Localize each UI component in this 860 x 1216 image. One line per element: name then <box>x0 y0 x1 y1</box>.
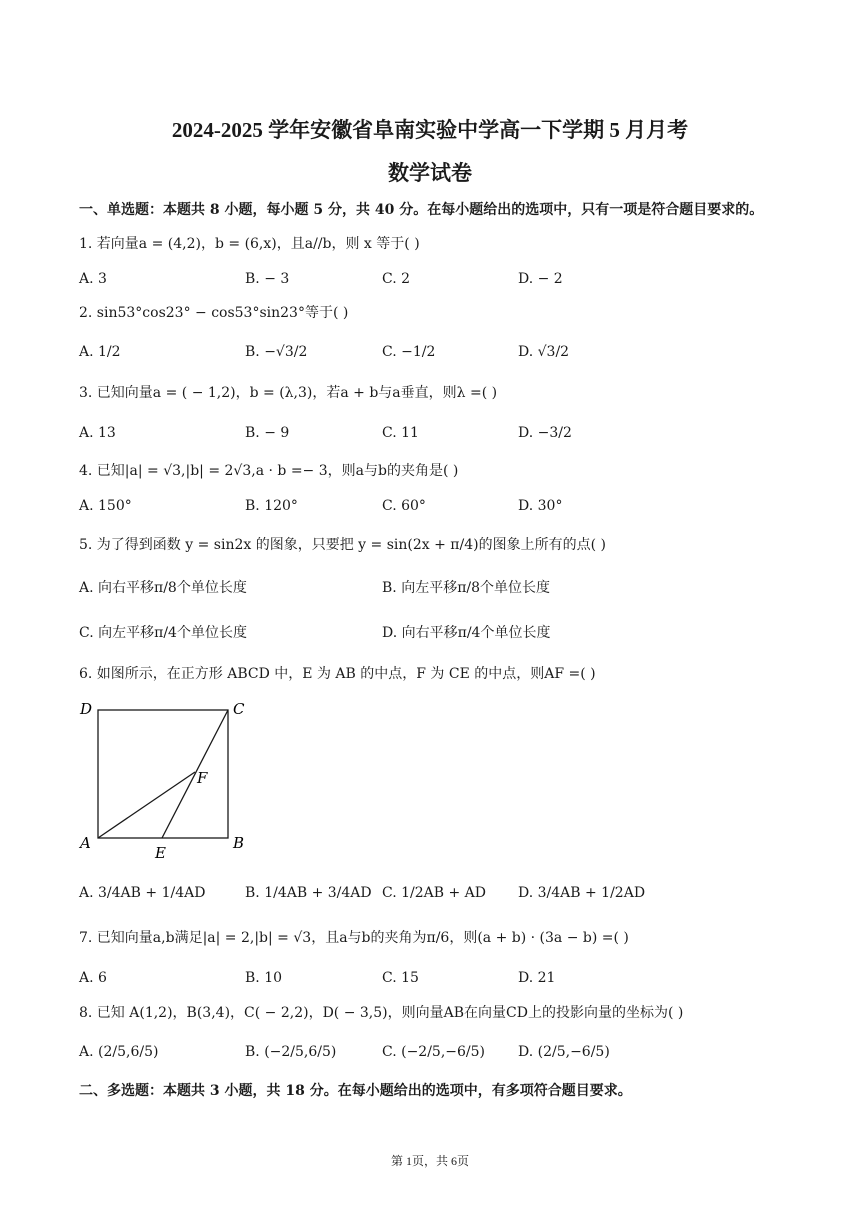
q6-option-d: D. 3/4AB + 1/2AD <box>518 885 646 901</box>
q8-option-b: B. (−2/5,6/5) <box>245 1044 337 1060</box>
label-d: D <box>80 700 93 718</box>
question-5-stem: 5. 为了得到函数 y = sin2x 的图象，只要把 y = sin(2x + π/4)的图象上所有的点( ) <box>79 537 606 553</box>
q5-option-d: D. 向右平移π/4个单位长度 <box>382 625 551 641</box>
q7-option-d: D. 21 <box>518 970 556 986</box>
label-a: A <box>80 834 91 852</box>
q3-option-d: D. −3/2 <box>518 425 572 441</box>
question-3-stem: 3. 已知向量a = ( − 1,2)，b = (λ,3)，若a + b与a垂直，则λ =( ) <box>79 385 498 401</box>
q7-option-b: B. 10 <box>245 970 283 986</box>
q4-option-c: C. 60° <box>382 498 426 514</box>
q5-option-a: A. 向右平移π/8个单位长度 <box>79 580 247 596</box>
q8-option-c: C. (−2/5,−6/5) <box>382 1044 486 1060</box>
q6-option-b: B. 1/4AB + 3/4AD <box>245 885 372 901</box>
q2-option-a: A. 1/2 <box>79 344 121 360</box>
q6-option-c: C. 1/2AB + AD <box>382 885 487 901</box>
section-1-heading: 一、单选题：本题共 8 小题，每小题 5 分，共 40 分。在每小题给出的选项中，只有一项是符合题目要求的。 <box>79 202 764 218</box>
q8-option-a: A. (2/5,6/5) <box>79 1044 159 1060</box>
page-footer: 第 1页，共 6页 <box>390 1154 469 1168</box>
q5-option-c: C. 向左平移π/4个单位长度 <box>79 625 247 641</box>
q6-option-a: A. 3/4AB + 1/4AD <box>79 885 206 901</box>
question-2-stem: 2. sin53°cos23° − cos53°sin23°等于( ) <box>79 305 349 321</box>
question-4-stem: 4. 已知|a| = √3,|b| = 2√3,a · b =− 3，则a与b的夹角是( ) <box>79 463 459 479</box>
q3-option-c: C. 11 <box>382 425 419 441</box>
q1-option-c: C. 2 <box>382 271 411 287</box>
label-c: C <box>233 700 245 718</box>
q2-option-d: D. √3/2 <box>518 344 570 360</box>
q4-option-d: D. 30° <box>518 498 563 514</box>
q3-option-b: B. − 9 <box>245 425 290 441</box>
label-e: E <box>155 844 166 862</box>
q5-option-b: B. 向左平移π/8个单位长度 <box>382 580 551 596</box>
question-8-stem: 8. 已知 A(1,2)，B(3,4)，C( − 2,2)，D( − 3,5)，则向量AB在向量CD上的投影向量的坐标为( ) <box>79 1005 684 1021</box>
q7-option-c: C. 15 <box>382 970 419 986</box>
section-2-heading: 二、多选题：本题共 3 小题，共 18 分。在每小题给出的选项中，有多项符合题目要求。 <box>79 1083 632 1099</box>
question-6-stem: 6. 如图所示，在正方形 ABCD 中，E 为 AB 的中点，F 为 CE 的中点，则AF =( ) <box>79 666 596 682</box>
q2-option-b: B. −√3/2 <box>245 344 308 360</box>
q4-option-b: B. 120° <box>245 498 298 514</box>
exam-subtitle: 数学试卷 <box>388 161 472 185</box>
label-b: B <box>233 834 245 852</box>
question-1-stem: 1. 若向量a = (4,2)，b = (6,x)，且a//b，则 x 等于( ) <box>79 236 420 252</box>
label-f: F <box>197 769 208 787</box>
q3-option-a: A. 13 <box>79 425 116 441</box>
q7-option-a: A. 6 <box>79 970 107 986</box>
segment-af <box>98 772 195 838</box>
q8-option-d: D. (2/5,−6/5) <box>518 1044 610 1060</box>
segment-ec <box>162 710 228 838</box>
q4-option-a: A. 150° <box>79 498 132 514</box>
q2-option-c: C. −1/2 <box>382 344 436 360</box>
exam-title: 2024-2025 学年安徽省阜南实验中学高一下学期 5 月月考 <box>171 118 689 142</box>
q1-option-a: A. 3 <box>79 271 107 287</box>
q1-option-b: B. − 3 <box>245 271 290 287</box>
square-abcd-figure <box>76 696 256 866</box>
question-7-stem: 7. 已知向量a,b满足|a| = 2,|b| = √3，且a与b的夹角为π/6，则(a + b) · (3a − b) =( ) <box>79 930 629 946</box>
square-outline <box>98 710 228 838</box>
q1-option-d: D. − 2 <box>518 271 563 287</box>
